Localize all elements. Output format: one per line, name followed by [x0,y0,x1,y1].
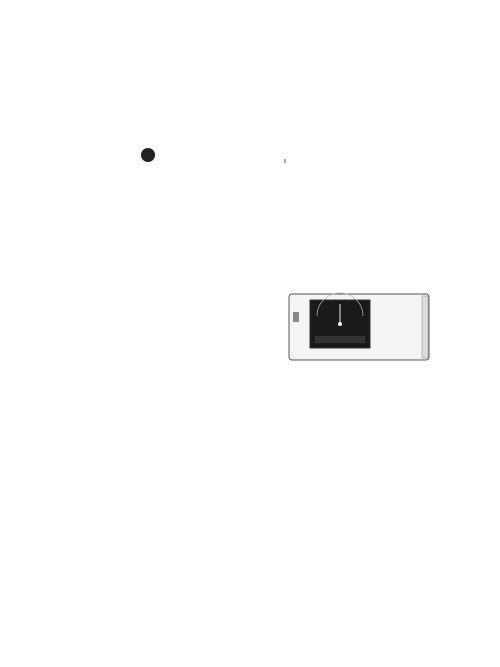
step-badge [141,148,155,162]
power-switch [293,312,299,322]
digital-tuner-illustration [288,292,432,364]
keyboard-diagram [140,146,372,212]
fretboard-diagram [344,466,440,648]
